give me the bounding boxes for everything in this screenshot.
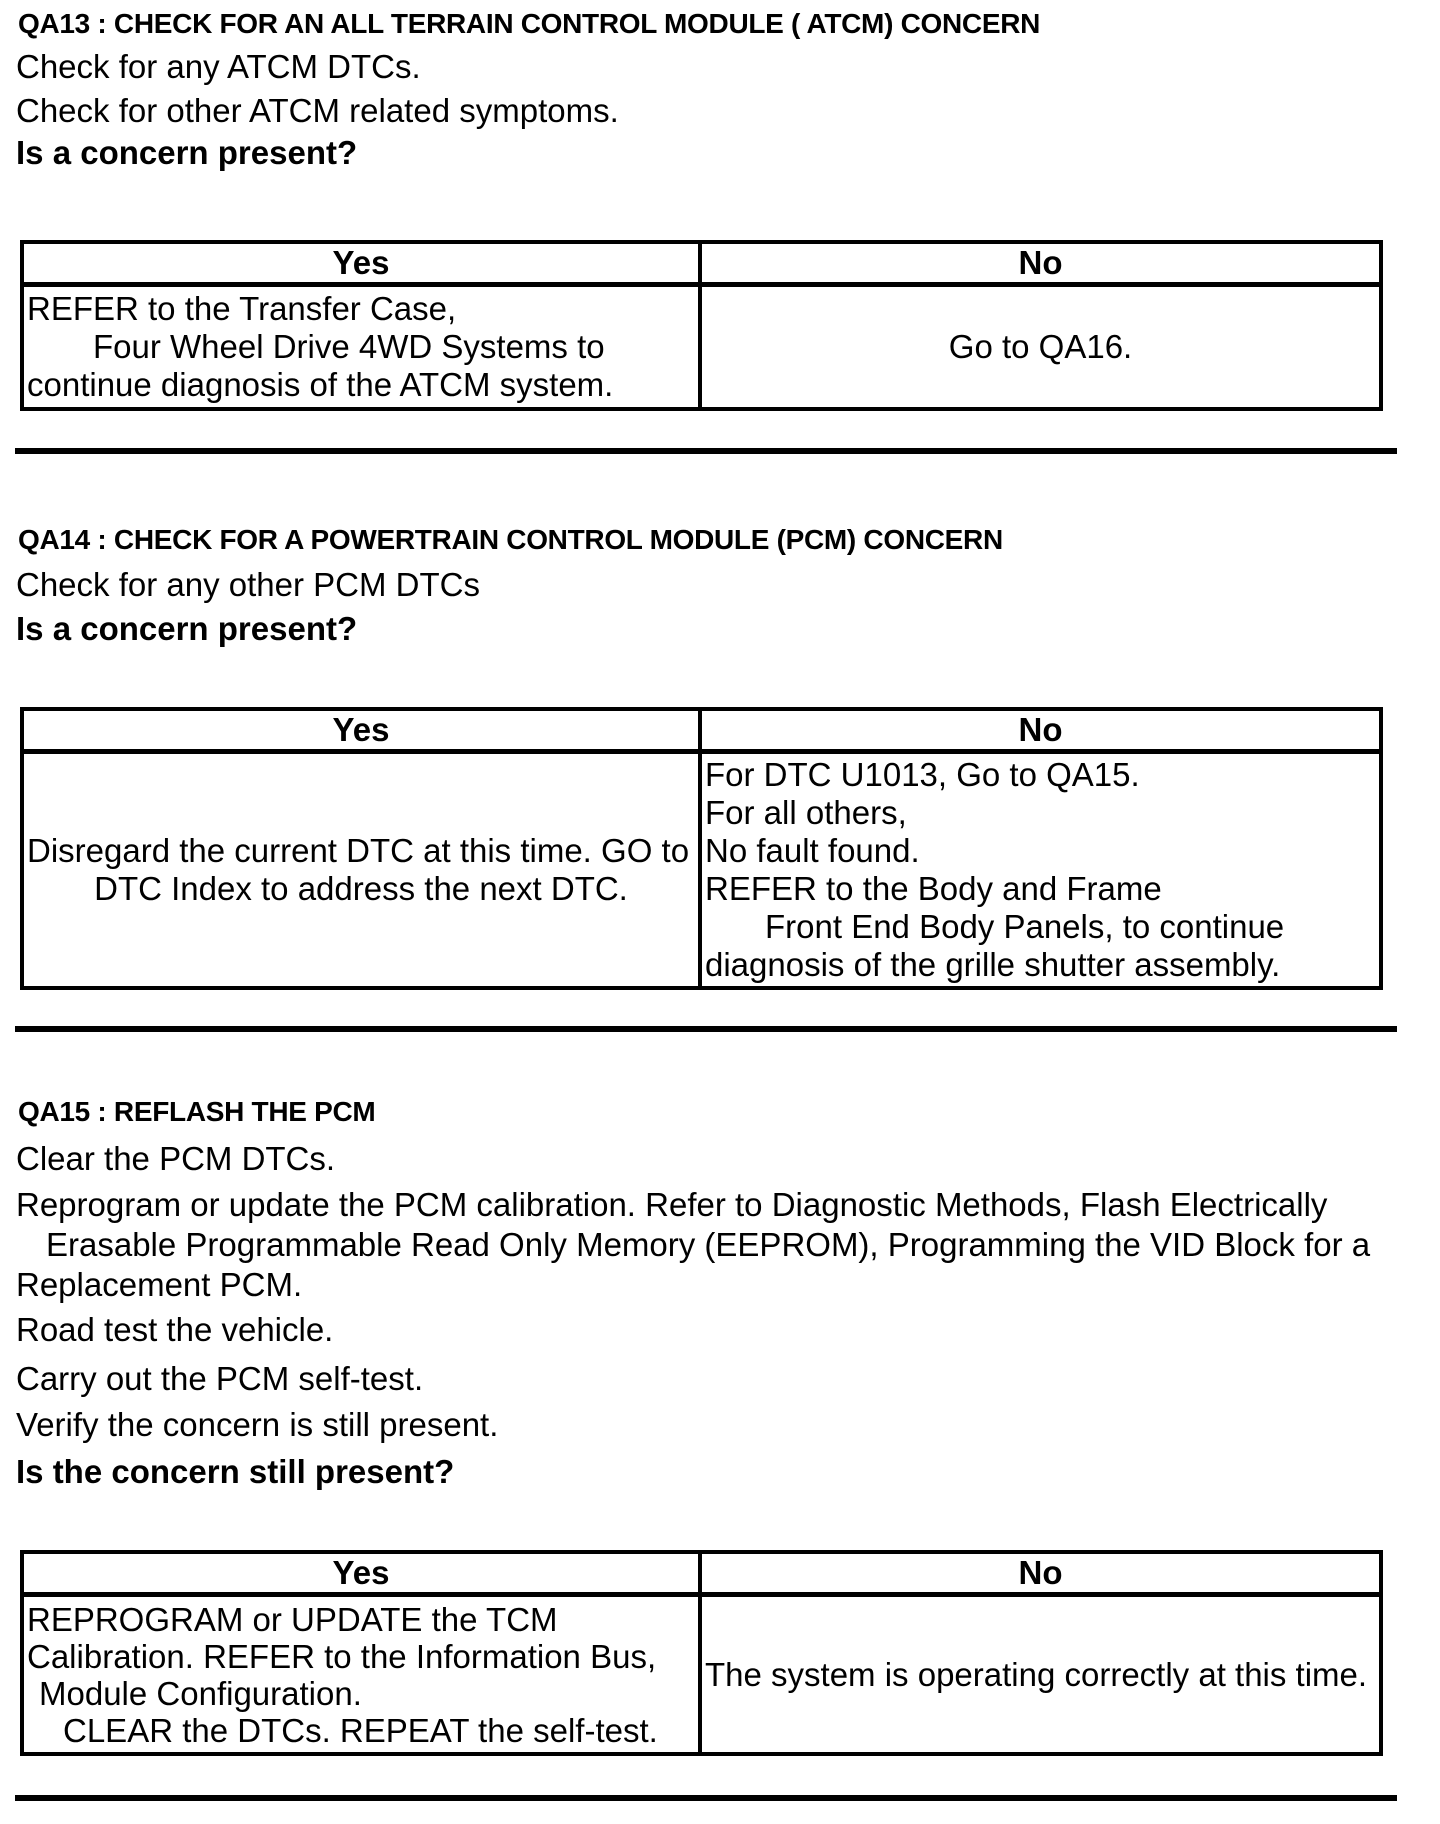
qa15-decision-table	[20, 1550, 1383, 1756]
yes-column-header: Yes	[22, 709, 700, 752]
qa14-yes-cell	[22, 752, 700, 989]
qa15-no-line: The system is operating correctly at this time.	[705, 1656, 1368, 1693]
qa15-yes-line: CLEAR the DTCs. REPEAT the self-test.	[63, 1711, 658, 1749]
qa15-reprogram-line: Erasable Programmable Read Only Memory (EEPROM), Programming the VID Block for a	[46, 1226, 1371, 1263]
section-qa14-heading: QA14 : CHECK FOR A POWERTRAIN CONTROL MODULE (PCM) CONCERN	[18, 524, 1003, 555]
yes-column-header: Yes	[22, 1552, 700, 1595]
qa14-no-line: diagnosis of the grille shutter assembly.	[705, 946, 1281, 983]
qa13-no-cell	[700, 285, 1381, 410]
section-qa13-heading: QA13 : CHECK FOR AN ALL TERRAIN CONTROL MODULE ( ATCM) CONCERN	[18, 8, 1041, 39]
qa15-no-cell	[700, 1595, 1381, 1755]
qa14-decision-table	[20, 707, 1383, 990]
qa15-yes-line: Module Configuration.	[39, 1674, 362, 1712]
qa14-yes-line: DTC Index to address the next DTC.	[94, 870, 628, 907]
qa14-no-line: Front End Body Panels, to continue	[765, 908, 1285, 945]
qa15-yes-line: Calibration. REFER to the Information Bus,	[27, 1637, 657, 1675]
qa13-step-2: Check for other ATCM related symptoms.	[16, 92, 619, 129]
table-body-row	[22, 285, 1381, 410]
qa13-question: Is a concern present?	[16, 134, 358, 171]
qa15-step-self-test: Carry out the PCM self-test.	[16, 1360, 424, 1397]
table-header-row	[22, 242, 1381, 285]
qa13-yes-cell	[22, 285, 700, 410]
qa13-yes-line: continue diagnosis of the ATCM system.	[27, 366, 614, 403]
qa14-yes-line: Disregard the current DTC at this time. GO to	[27, 832, 690, 869]
qa15-step-verify: Verify the concern is still present.	[16, 1406, 499, 1443]
qa15-reprogram-line: Reprogram or update the PCM calibration. Refer to Diagnostic Methods, Flash Electrically	[16, 1186, 1328, 1223]
qa15-step-road-test: Road test the vehicle.	[16, 1311, 334, 1348]
qa14-question: Is a concern present?	[16, 610, 358, 647]
section-qa15-heading: QA15 : REFLASH THE PCM	[18, 1096, 376, 1127]
no-column-header: No	[700, 242, 1381, 285]
table-body-row	[22, 752, 1381, 989]
qa15-question: Is the concern still present?	[16, 1453, 455, 1490]
qa14-no-line: For DTC U1013, Go to QA15.	[705, 756, 1140, 793]
no-column-header: No	[700, 709, 1381, 752]
qa15-yes-line: REPROGRAM or UPDATE the TCM	[27, 1600, 558, 1638]
qa14-no-cell	[700, 752, 1381, 989]
no-column-header: No	[700, 1552, 1381, 1595]
section-divider-rule	[15, 1795, 1397, 1801]
qa14-step-1: Check for any other PCM DTCs	[16, 566, 480, 603]
section-divider-rule	[15, 1026, 1397, 1032]
qa13-yes-line: REFER to the Transfer Case,	[27, 290, 457, 327]
table-header-row	[22, 1552, 1381, 1595]
qa13-step-1: Check for any ATCM DTCs.	[16, 48, 421, 85]
qa14-no-line: REFER to the Body and Frame	[705, 870, 1162, 907]
table-header-row	[22, 709, 1381, 752]
qa15-reprogram-paragraph	[16, 1185, 1370, 1305]
table-body-row	[22, 1595, 1381, 1755]
qa13-no-line: Go to QA16.	[948, 328, 1133, 365]
qa14-no-line: No fault found.	[705, 832, 920, 869]
yes-column-header: Yes	[22, 242, 700, 285]
section-divider-rule	[15, 448, 1397, 454]
qa15-yes-cell	[22, 1595, 700, 1755]
qa14-no-line: For all others,	[705, 794, 907, 831]
qa15-step-1: Clear the PCM DTCs.	[16, 1140, 336, 1177]
qa13-decision-table	[20, 240, 1383, 411]
qa13-yes-line: Four Wheel Drive 4WD Systems to	[93, 328, 605, 365]
qa15-reprogram-line: Replacement PCM.	[16, 1266, 303, 1303]
